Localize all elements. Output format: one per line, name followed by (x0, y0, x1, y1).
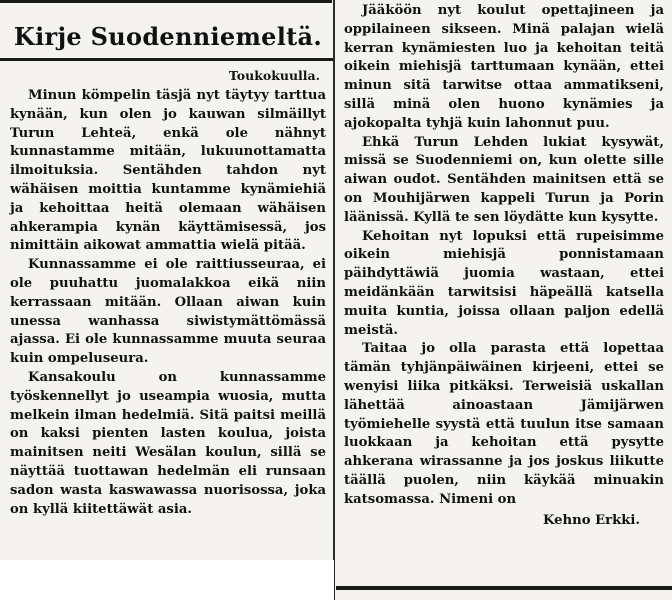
article-title: Kirje Suodenniemeltä. (13, 22, 323, 51)
paragraph: Kehoitan nyt lopuksi että rupeisimme oikein miehisjä ponnistamaan päihdyttäwiä juomia wastaan, ettei meidänkään tarwitsisi häpeällä katsella muita kuntia, joissa ollaan paljon edellä meistä. (344, 228, 664, 338)
headline-rule (0, 58, 334, 61)
page-margin (0, 560, 334, 600)
paragraph: Jääköön nyt koulut opettajineen ja oppilaineen sikseen. Minä palajan wielä kerran kynämiesten luo ja kehoitan teitä oikein miehisjä tarttumaan kynään, ettei minun sitä tarwitse ottaa ammatikseni, sillä minä olen huono kynämies ja ajokopalta tyhjä kuin lahonnut puu. (344, 3, 664, 131)
paragraph: Kansakoulu on kunnassamme työskennellyt jo useampia wuosia, mutta melkein ilman hedelmiä. Sitä paitsi meillä on kaksi pienten lasten koulua, joista mainitsen neiti Wesälan koulun, sillä se näyttää tuottawan hedelmän eli runsaan sadon wasta kaswawassa nuorisossa, joka on kyllä kiitettäwät asia. (10, 369, 326, 517)
paragraph: Minun kömpelin täsjä nyt täytyy tarttua kynään, kun olen jo kauwan silmäillyt Turun Lehteä, enkä ole nähnyt kunnastamme mitään, lukuunottamatta ilmoituksia. Sentähden tahdon nyt wähäisen moittia kuntamme kynämiehiä ja kehoittaa heitä olemaan wähäisen ahkerampia kynän käyttämisessä, jos nimittäin aikowat ammattia wielä pitää. (10, 88, 326, 254)
column-rule (333, 0, 335, 600)
left-column (0, 0, 334, 519)
dateline: Toukokuulla. (228, 68, 320, 83)
paragraph: Kunnassamme ei ole raittiusseuraa, ei ole puuhattu juomalakkoa eikä niin kerrassaan mitään. Ollaan aiwan kuin unessa wanhassa siwistymättömässä ajassa. Ei ole kunnassamme muuta seuraa kuin ompeluseura. (10, 257, 326, 367)
signature: Kehno Erkki. (543, 512, 640, 528)
paragraph: Taitaa jo olla parasta että lopettaa tämän tyhjänpäiwäinen kirjeeni, ettei se wenyisi liika pitkäksi. Terweisiä uskallan lähettää ainoastaan Jämijärwen työmiehelle syystä että tuulun itse samaan luokkaan ja kehoitan että pysytte ahkerana wirassanne ja jos joskus liikutte täällä puolen, niin käykää minuakin katsomassa. Nimeni on (344, 341, 664, 507)
paragraph: Ehkä Turun Lehden lukiat kysywät, missä se Suodenniemi on, kun olette sille aiwan oudot. Sentähden mainitsen että se on Mouhijärwen kappeli Turun ja Porin läänissä. Kyllä te sen löydätte kun kysytte. (344, 134, 664, 225)
right-column (336, 0, 672, 530)
bottom-rule (336, 586, 672, 590)
